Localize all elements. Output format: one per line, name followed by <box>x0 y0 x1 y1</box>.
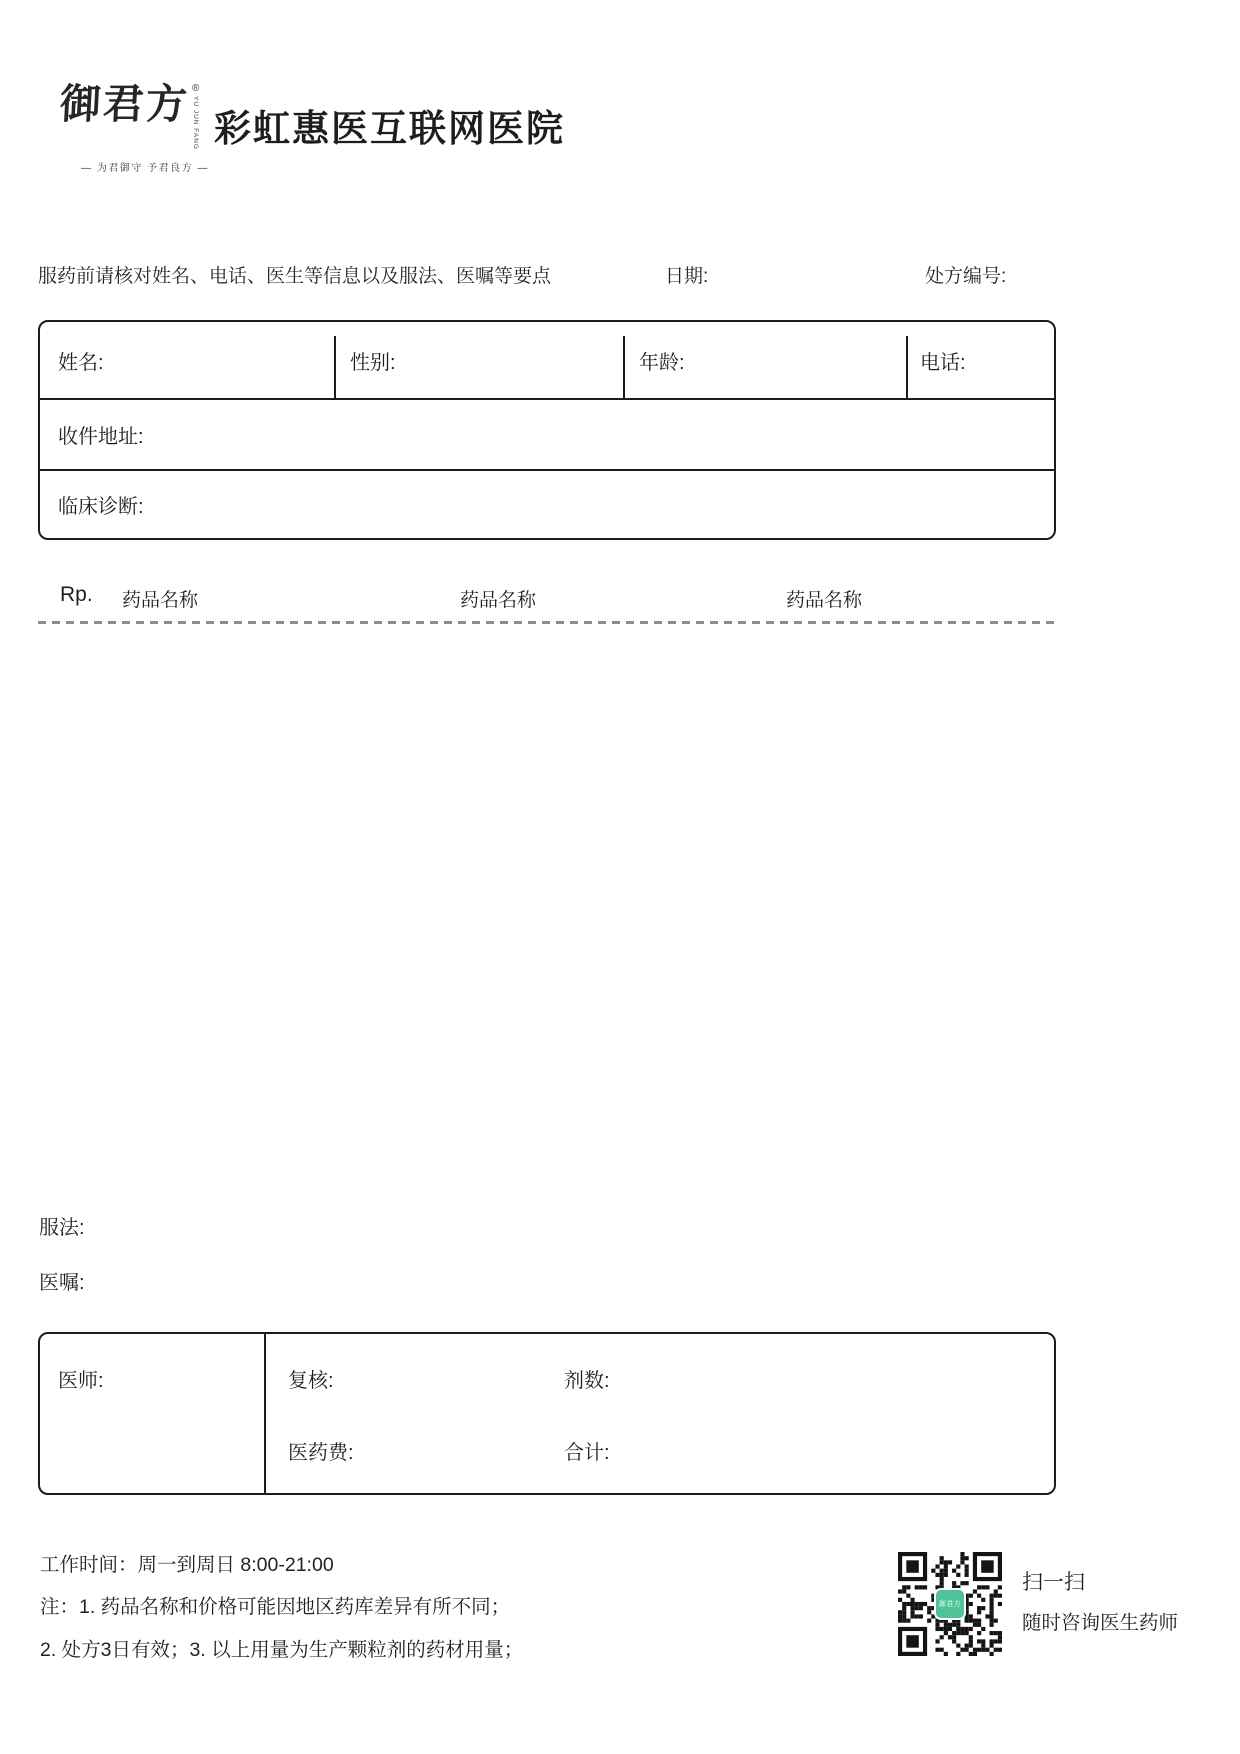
age-field <box>625 322 906 398</box>
address-row <box>40 400 1054 471</box>
doctor-advice-label: 医嘱: <box>39 1272 85 1294</box>
total-label: 合计: <box>564 1442 610 1464</box>
qr-center-brand-badge: 御君方 <box>934 1588 966 1620</box>
brand-name: 御君方 <box>58 81 191 127</box>
physician-cell <box>40 1334 266 1493</box>
brand-logo <box>58 81 228 174</box>
address-label: 收件地址: <box>58 426 144 448</box>
drug-name-column-header: 药品名称 <box>786 590 863 611</box>
working-hours: 工作时间：周一到周日 8:00-21:00 <box>40 1554 334 1576</box>
name-label: 姓名: <box>58 351 104 374</box>
diagnosis-label: 临床诊断: <box>58 495 144 518</box>
date-label: 日期: <box>665 266 709 287</box>
hospital-name: 彩虹惠医互联网医院 <box>214 108 565 149</box>
rp-header-row <box>38 583 1056 613</box>
rx-number-label: 处方编号: <box>925 266 1007 287</box>
phone-field <box>908 322 1054 398</box>
rp-dashed-separator <box>38 621 1056 624</box>
diagnosis-row <box>40 471 1054 537</box>
rp-label: Rp. <box>60 583 93 606</box>
review-label: 复核: <box>288 1370 334 1392</box>
dose-count-label: 剂数: <box>564 1370 610 1392</box>
signature-box <box>38 1332 1056 1495</box>
brand-tagline: — 为君御守 予君良方 — <box>81 162 209 174</box>
brand-row <box>58 81 228 150</box>
registered-trademark-icon: ® <box>192 83 200 94</box>
name-field <box>40 322 334 398</box>
patient-identity-row <box>40 322 1054 400</box>
qr-code <box>898 1552 1002 1656</box>
gender-field <box>336 322 623 398</box>
review-fee-cell <box>266 1334 1054 1493</box>
scan-title: 扫一扫 <box>1022 1571 1085 1594</box>
phone-label: 电话: <box>920 351 966 374</box>
gender-label: 性别: <box>350 351 396 374</box>
notice-row <box>38 261 1056 291</box>
physician-label: 医师: <box>58 1370 104 1392</box>
medicine-fee-label: 医药费: <box>288 1442 354 1464</box>
drug-name-column-header: 药品名称 <box>460 590 537 611</box>
drug-name-column-header: 药品名称 <box>122 590 199 611</box>
scan-subtitle: 随时咨询医生药师 <box>1022 1612 1179 1634</box>
footer-note-line-2: 2. 处方3日有效；3. 以上用量为生产颗粒剂的药材用量； <box>40 1639 524 1661</box>
age-label: 年龄: <box>639 351 685 374</box>
brand-romanized-text: YU JUN FANG <box>192 96 200 150</box>
brand-mark-column <box>192 84 199 150</box>
usage-label: 服法: <box>39 1217 85 1239</box>
patient-info-box <box>38 320 1056 540</box>
precheck-notice: 服药前请核对姓名、电话、医生等信息以及服法、医嘱等要点 <box>38 266 552 287</box>
footer-note-line-1: 注：1. 药品名称和价格可能因地区药库差异有所不同； <box>40 1596 511 1618</box>
